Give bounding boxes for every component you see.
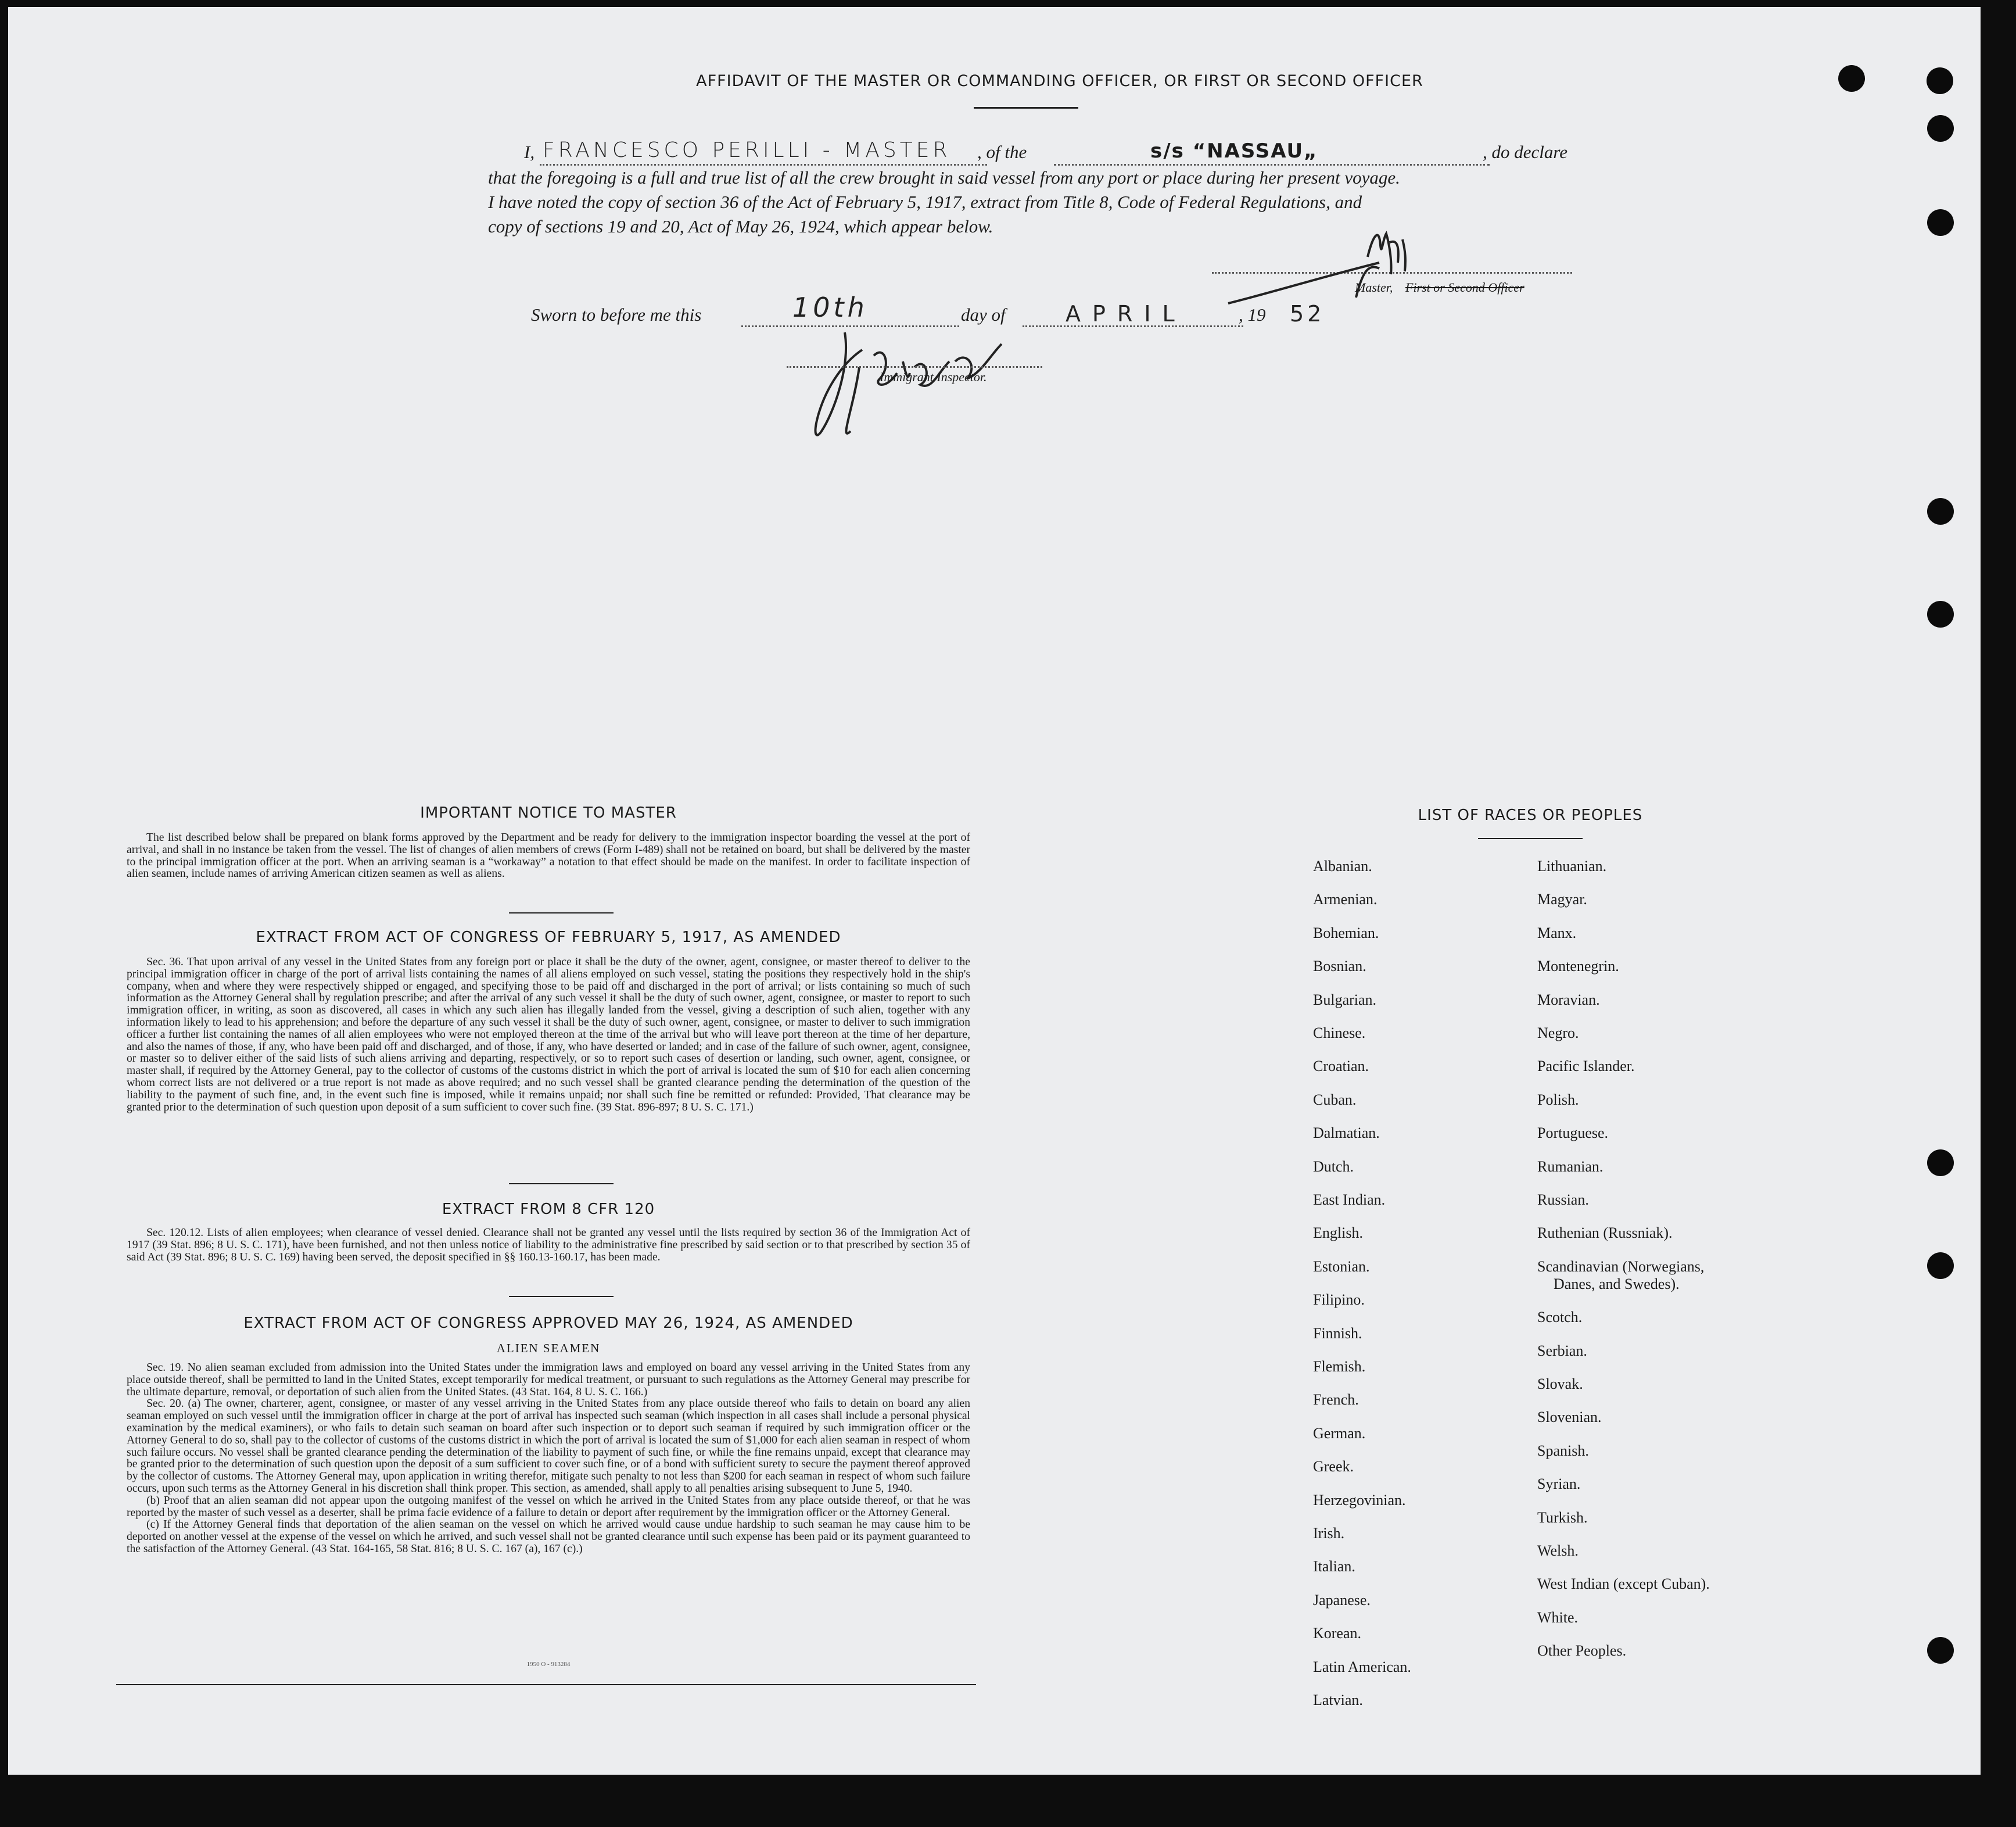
- race-item: Pacific Islander.: [1537, 1058, 1635, 1075]
- race-item: West Indian (except Cuban).: [1537, 1575, 1710, 1593]
- extract-1917-title: EXTRACT FROM ACT OF CONGRESS OF FEBRUARY 5, 1917, AS AMENDED: [256, 929, 841, 946]
- punch-hole: [1927, 1149, 1954, 1176]
- race-item: Filipino.: [1313, 1291, 1365, 1309]
- race-item: Magyar.: [1537, 891, 1587, 908]
- punch-hole: [1927, 67, 1953, 94]
- race-item: Korean.: [1313, 1625, 1362, 1642]
- bottom-rule: [116, 1684, 976, 1685]
- race-item: Dalmatian.: [1313, 1124, 1380, 1142]
- race-item: Spanish.: [1537, 1442, 1589, 1459]
- of-the-label: , of the: [977, 142, 1027, 162]
- race-item: Other Peoples.: [1537, 1642, 1627, 1660]
- sworn-month-handwritten: APRIL: [1066, 301, 1186, 327]
- race-item: Latvian.: [1313, 1692, 1363, 1708]
- race-item: White.: [1537, 1609, 1579, 1626]
- extract-1924-title: EXTRACT FROM ACT OF CONGRESS APPROVED MAY 26, 1924, AS AMENDED: [243, 1314, 853, 1332]
- punch-hole: [1927, 115, 1954, 142]
- race-item: Welsh.: [1537, 1542, 1579, 1559]
- race-item: French.: [1313, 1391, 1359, 1409]
- sworn-day-handwritten: 10th: [792, 292, 868, 323]
- race-item: Japanese.: [1313, 1591, 1371, 1609]
- section-rule: [509, 912, 614, 914]
- sworn-year-handwritten: 52: [1290, 301, 1325, 327]
- race-item: East Indian.: [1313, 1191, 1386, 1208]
- races-title: LIST OF RACES OR PEOPLES: [1418, 807, 1643, 824]
- punch-hole: [1838, 65, 1865, 92]
- extract-1917-body: Sec. 36. That upon arrival of any vessel in the United States from any foreign port or place it shall be the duty of the owner, agent, consignee, or master thereof to deliver to the principal immigration officer in charge of the port of arrival lists containing the names of all aliens employed on such vessel, stating the positions they respectively hold in the ship's company, when and where they were respectively shipped or engaged, and specifying those to be paid off and discharged in the port of arrival; or lists containing so much of such information as the Attorney General shall by regulation prescribe; and after the arrival of any such vessel it shall be the duty of such owner, agent, consignee, or master to report to such immigration officer, in writing, as soon as discovered, all cases in which any such alien has illegally landed from the vessel, giving a description of such alien, together with any information likely to lead to his apprehension; and before the departure of any such vessel it shall be the duty of such owner, agent, consignee, or master to deliver to such immigration officer a further list containing the names of all alien employees who were not employed thereon at the time of the arrival but who will leave port thereon at the time of her departure, and also the names of those, if any, who have been paid off and discharged, and of those, if any, who have deserted or landed; and in case of the failure of such owner, agent, consignee, or master so to deliver either of the said lists of such aliens arriving and departing, respectively, or so to report such cases of desertion or landing, such owner, agent, consignee, or master shall, if required by the Attorney General, pay to the collector of customs of the customs district in which the port of arrival is located the sum of $10 for each alien concerning whom correct lists are not delivered or a true report is not made as above required; and no such vessel shall be granted clearance pending the determination of the question of the liability to the payment of such fine, and, in the event such fine is imposed, while it remains unpaid; nor shall such fine be remitted or refunded: Provided, That clearance may be granted prior to the determination of such question upon deposit of a sum sufficient to cover such fine. (39 Stat. 896-897; 8 U. S. C. 171.): [127, 956, 970, 1113]
- extract-8cfr-title: EXTRACT FROM 8 CFR 120: [442, 1201, 655, 1218]
- race-item: Portuguese.: [1537, 1124, 1609, 1142]
- affidavit-line-4: copy of sections 19 and 20, Act of May 26, 1924, which appear below.: [488, 216, 993, 237]
- section-rule: [509, 1296, 614, 1297]
- punch-hole: [1927, 209, 1954, 236]
- race-item: Greek.: [1313, 1458, 1354, 1475]
- race-item: Bulgarian.: [1313, 991, 1377, 1008]
- race-item: Scotch.: [1537, 1309, 1583, 1326]
- race-item: Croatian.: [1313, 1058, 1369, 1075]
- race-item: Lithuanian.: [1537, 858, 1607, 875]
- punch-hole: [1927, 1252, 1954, 1279]
- affidavit-title: AFFIDAVIT OF THE MASTER OR COMMANDING OFFICER, OR FIRST OR SECOND OFFICER: [696, 72, 1423, 90]
- race-item: Flemish.: [1313, 1358, 1366, 1375]
- race-item: Polish.: [1537, 1091, 1579, 1108]
- punch-hole: [1927, 498, 1954, 525]
- race-item: Slovak.: [1537, 1375, 1583, 1392]
- race-item: Negro.: [1537, 1024, 1579, 1041]
- inspector-label: Immigrant Inspector.: [880, 370, 987, 384]
- year-prefix: , 19: [1239, 304, 1266, 325]
- sworn-label: Sworn to before me this: [531, 304, 702, 325]
- race-item: Chinese.: [1313, 1024, 1366, 1041]
- extract-1924-body: Sec. 19. No alien seaman excluded from admission into the United States under the immigration laws and employed on board any vessel arriving in the United States from any place outside thereof, shall be permitted to land in the United States, except temporarily for medical treatment, or pursuant to such regulations as the Attorney General may prescribe for the ultimate departure, removal, or deportation of such alien from the United States. (43 Stat. 164, 8 U. S. C. 166.) Sec. 20. (a) The owner, charterer, agent, consignee, or master of any vessel arriving in the United States from any place outside thereof who fails to detain on board any alien seaman employed on such vessel until the immigration officer in charge at the port of arrival has inspected such seaman (which inspection in all cases shall include a personal physical examination by the medical examiners), or who fails to detain such seaman on board after such inspection or to deport such seaman if required by such immigration officer or the Attorney General to do so, shall pay to the collector of customs of the customs district in which the port of arrival is located the sum of $1,000 for each alien seaman in respect of whom such failure occurs. No vessel shall be granted clearance pending the determination of the liability to payment of such fine, or while the fine remains unpaid, except that clearance may be granted prior to the determination of such question upon the deposit of a sum sufficient to cover such fine, or of a bond with sufficient surety to secure the payment thereof approved by the collector of customs. The Attorney General may, upon application in writing therefor, mitigate such penalty to not less than $200 for each seaman in respect of whom such failure occurs, upon such terms as the Attorney General in his discretion shall think proper. This section, as amended, shall apply to all penalties arising subsequent to June 5, 1940. (b) Proof that an alien seaman did not appear upon the outgoing manifest of the vessel on which he arrived in the United States from any place outside thereof, or that he was reported by the master of such vessel as a deserter, shall be prima facie evidence of a failure to detain or deport after requirement by the immigration officer or the Attorney General. (c) If the Attorney General finds that deportation of the alien seaman on the vessel on which he arrived would cause undue hardship to such seaman he may cause him to be deported on another vessel at the expense of the vessel on which he arrived, and such vessel shall not be granted clearance until such expense has been paid or its payment guaranteed to the satisfaction of the Attorney General. (43 Stat. 164-165, 58 Stat. 816; 8 U. S. C. 167 (a), 167 (c).): [127, 1362, 970, 1555]
- race-item: Estonian.: [1313, 1258, 1370, 1275]
- race-item: Serbian.: [1537, 1342, 1587, 1359]
- punch-hole: [1927, 1637, 1954, 1664]
- race-item: Bosnian.: [1313, 958, 1366, 975]
- race-item: Turkish.: [1537, 1509, 1588, 1526]
- race-item: Slovenian.: [1537, 1409, 1602, 1426]
- master-title-label: Master,: [1355, 280, 1393, 295]
- affidavit-line-2: that the foregoing is a full and true list of all the crew brought in said vessel from any port or place during her present voyage.: [488, 167, 1400, 188]
- race-item: Irish.: [1313, 1525, 1345, 1542]
- races-rule: [1478, 838, 1583, 839]
- race-item: Dutch.: [1313, 1158, 1354, 1175]
- i-label: I,: [524, 142, 535, 162]
- race-item: German.: [1313, 1424, 1366, 1442]
- print-code: 1950 O - 913284: [526, 1661, 571, 1668]
- day-of-label: day of: [961, 304, 1006, 325]
- title-rule: [974, 107, 1078, 109]
- race-item: Albanian.: [1313, 858, 1372, 875]
- race-item: Danes, and Swedes).: [1554, 1275, 1680, 1292]
- race-item: Scandinavian (Norwegians,: [1537, 1258, 1705, 1275]
- race-item: Montenegrin.: [1537, 958, 1619, 975]
- do-declare-label: , do declare: [1483, 142, 1568, 162]
- struck-officer-label: First or Second Officer: [1405, 280, 1524, 295]
- race-item: Armenian.: [1313, 891, 1378, 908]
- race-item: Syrian.: [1537, 1475, 1581, 1493]
- notice-body: The list described below shall be prepared on blank forms approved by the Department and be ready for delivery to the immigration inspector boarding the vessel at the port of arrival, and shall in no instance be taken from the vessel. The list of changes of alien members of crews (Form I-489) shall not be retained on board, but shall be delivered by the master to the principal immigration officer at the port. When an arriving seaman is a “workaway” a notation to that effect should be made on the manifest. In order to facilitate inspection of alien seamen, include names of arriving American citizen seamen as well as aliens.: [127, 832, 970, 880]
- race-item: Russian.: [1537, 1191, 1589, 1208]
- race-item: Cuban.: [1313, 1091, 1357, 1108]
- race-item: Bohemian.: [1313, 924, 1379, 941]
- notice-title: IMPORTANT NOTICE TO MASTER: [420, 804, 677, 822]
- master-name-handwritten: FRANCESCO PERILLI - MASTER: [543, 138, 951, 162]
- race-item: English.: [1313, 1224, 1363, 1242]
- vessel-name: s/s “NASSAU„: [1150, 139, 1318, 163]
- race-item: Moravian.: [1537, 991, 1600, 1008]
- race-item: Ruthenian (Russniak).: [1537, 1224, 1673, 1242]
- race-item: Italian.: [1313, 1558, 1355, 1575]
- race-item: Finnish.: [1313, 1324, 1362, 1342]
- document-sheet: [8, 7, 1981, 1775]
- extract-8cfr-body: Sec. 120.12. Lists of alien employees; when clearance of vessel denied. Clearance shall not be granted any vessel until the lists required by section 36 of the Immigration Act of 1917 (39 Stat. 896; 8 U. S. C. 171), have been furnished, and not then unless notice of liability to the administrative fine prescribed by said section or to that prescribed by section 35 of said Act (39 Stat. 896; 8 U. S. C. 169) having been served, the deposit specified in §§ 160.13-160.17, has been made.: [127, 1227, 970, 1263]
- affidavit-line-3: I have noted the copy of section 36 of the Act of February 5, 1917, extract from Title 8, Code of Federal Regulations, and: [488, 192, 1362, 212]
- race-item: Manx.: [1537, 924, 1577, 941]
- race-item: Herzegovinian.: [1313, 1491, 1406, 1509]
- extract-1924-subtitle: ALIEN SEAMEN: [496, 1341, 601, 1355]
- punch-hole: [1927, 601, 1954, 628]
- section-rule: [509, 1183, 614, 1184]
- race-item: Latin American.: [1313, 1658, 1411, 1675]
- race-item: Rumanian.: [1537, 1158, 1604, 1175]
